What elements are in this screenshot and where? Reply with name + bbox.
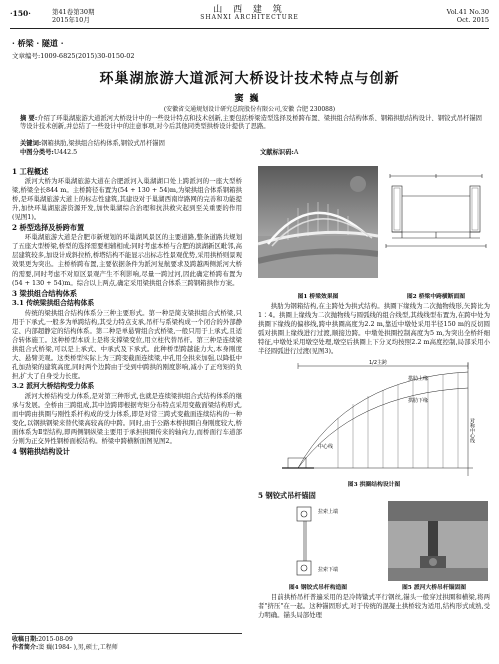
figure-row-1-2: [258, 166, 490, 302]
author-bio: 窦 巍(1984- ),男,硕士,工程师: [38, 644, 118, 651]
figure-3: [258, 358, 490, 490]
keywords-label: 关键词:: [20, 140, 42, 147]
bridge-rendering-image: [258, 166, 378, 278]
section-1-heading: 1 工程概述: [12, 167, 49, 176]
arch-design-drawing: [258, 358, 490, 478]
abstract-label: 摘 要:: [20, 115, 38, 122]
fig3-label-upper: 拱肋上缘: [408, 376, 429, 383]
right-column: [258, 166, 490, 620]
section-4-heading: 4 钢箱拱结构设计: [12, 447, 70, 457]
clc-code: U442.5: [53, 149, 78, 156]
journal-cn: 山 西 建 筑: [213, 5, 286, 15]
fig4-label-bottom: 拉索下端: [318, 567, 339, 574]
keywords-text: 钢箱拱肋,梁拱组合结构体系,钢铰式吊杆锚固: [41, 140, 165, 147]
paper-title: 环巢湖旅游大道派河大桥设计技术特点与创新: [99, 71, 400, 87]
section-3-2-heading: 3.2 派河大桥结构受力体系: [12, 382, 95, 391]
section-1-text: 派河大桥为环巢湖旅游大道在合肥派河入巢湖湖口处上跨派河的一座大型桥梁,桥梁全长844 m。主桥跨径布置为(54 + 130 + 54)m,为梁拱组合体系钢箱拱桥,是环巢湖旅游大道上的标志性建筑,其建设对于巢湖西南岸路网的完善和功能提升,加快环巢湖旅游资源开发,加快巢湖综合治理和抗洪救灾起到至关重要的作用(见图1)。: [12, 177, 242, 222]
section-3-2-text: 派河大桥结构受力体系,是对第三种形式,也就是连续梁拱组合式结构体系的继承与发展。全桥由三跨组成,其中边跨即根据弯矩分布特点采用变截面梁结构形式,而中跨由拱圈与刚性系杆构成的受力体系,即是对常三跨式变截面连续结构的一种变化,以钢拱钢梁来替代梁高较高的中跨。同时,由于公路本桥拱圈自身刚度较大,桥面体系为Ⅱ型结构,即两侧钢纵梁主要用于承担拱圈传来的轴向力,而桥面行车道部分则为正交异性钢桥面板结构。桥梁中跨横断面图见图2。: [12, 392, 242, 446]
issue-date: 2015年10月: [52, 16, 90, 24]
clc-label: 中图分类号:: [20, 149, 54, 156]
author-bio-label: 作者简介:: [12, 644, 39, 651]
figure-1-caption: 图1 桥梁效果图: [297, 293, 339, 300]
paper-author: 窦巍: [234, 94, 265, 104]
volume-issue: 第41卷第30期: [52, 8, 95, 16]
keywords: [20, 140, 482, 148]
received-label: 收稿日期:: [12, 636, 39, 643]
fig3-label-quarter: 1/2主跨: [368, 360, 388, 367]
hinge-hanger-drawing: [262, 501, 372, 581]
header-rule: [10, 28, 489, 29]
figure-5-caption: 图5 派河大桥吊杆锚固图: [401, 585, 467, 592]
abstract: [20, 115, 482, 132]
section-category: · 桥梁 · 隧道 ·: [12, 38, 64, 48]
cross-section-drawing: [382, 166, 490, 278]
hanger-anchorage-photo: [388, 501, 488, 581]
arch-rib-text: 拱肋为钢箱结构,在主跨处为拱式结构。拱圈下缘线为二次抛物线形,矢跨比为1∶4。拱圈上缘线为二次抛物线与圆弧线的组合线型,其线线型布置为,在跨中处为拱圈下缘线的偏移线,跨中拱圈高度为2.2 m,靠近中墩处采用半径150 m的反切圆弧对拱圈上缘线进行过渡,顺接边跨。中墩处拱圈控制高度为5 m,为突出全桥纤细特征,中墩处采用墩空处理,墩空后拱圈上下分叉均按照2.2 m高度控制,局部采用小半径圆弧进行过渡(见图3)。: [258, 302, 490, 356]
hanger-text: 目前拱桥吊杆普遍采用的是冷铸镦式平行钢丝,锚头一般穿过拱圈和横梁,将两者"挤压"在一起。这种锚固形式,对于传统的混凝土拱桥较为适用,结构形式成熟,受力明确。锚头局部处理: [258, 593, 490, 620]
header-right: [447, 8, 489, 24]
fig3-label-pier: 对称中心线: [469, 418, 475, 444]
article-number: 文章编号:1009-6825(2015)30-0150-02: [12, 52, 135, 60]
fig4-label-top: 拉索上端: [318, 509, 339, 516]
left-column: [12, 166, 242, 457]
page-number: ·150·: [10, 9, 31, 18]
figure-2-caption: 图2 桥梁中跨横断面图: [406, 293, 466, 300]
figure-1: [258, 166, 378, 290]
doc-code-label: 文献标识码:: [260, 149, 294, 156]
section-3-heading: 3 梁拱组合结构体系: [12, 288, 78, 298]
figure-3-caption: 图3 拱圈结构设计图: [347, 482, 401, 489]
figure-4-caption: 图4 钢铰式吊杆构造图: [288, 585, 348, 592]
section-2-heading: 2 桥型选择及桥跨布置: [12, 223, 85, 233]
abstract-text: 介绍了环巢湖旅游大道派河大桥设计中的一些设计特点和技术创新,主要包括桥梁造型选择及桥跨布置、梁拱组合结构体系、钢箱拱肋结构设计、钢铰式吊杆锚固等设计技术创新,并总结了一些设计中的注意事项,对今后其他同类型拱桥设计提供了思路。: [20, 115, 482, 131]
author-affiliation: (安徽省交通规划设计研究总院股份有限公司,安徽 合肥 230088): [163, 106, 336, 113]
page-header: [10, 6, 489, 32]
fig3-label-center: 中心线: [318, 444, 334, 451]
volume-en: Vol.41 No.30: [446, 8, 489, 16]
section-3-1-text: 传统的梁拱组合结构体系分三种主要形式。第一种是简支梁拱组合式桥梁,只用于下承式,一般多为单跨结构,其受力特点支承,吊杆与系梁构成一个闭合的外部静定、内部超静定的结构体系。第二种是单悬臂组合式桥梁,一般只用于上承式,且适合转体施工。这种桥型本质上是将支撑梁变位,用立柱代替吊杆。第三种是连续梁拱组合式桥梁,可以是上承式、中承式及下承式。此种桥型跨越能力大,本身刚度大、悬臂美观。这类桥型实际上为三跨变截面连续梁,中孔用全拱来加强,以降低中孔加劲梁的建筑高度,同时两个边跨由于受到中跨拱的刚度影响,减小了正弯矩的负担,扩大了自身受力长度。: [12, 308, 242, 381]
fig3-label-lower: 拱肋下缘: [408, 398, 429, 405]
journal-name: [10, 6, 489, 22]
received-date: 2015-08-09: [38, 636, 73, 643]
figure-row-4-5: [258, 501, 490, 593]
doc-code: A: [293, 149, 299, 156]
section-2-text: 环巢湖旅游大道是合肥市新规划的环巢湖风景区的主要道路,整条道路共规划了五座大型桥梁,桥型的选择需要相辅相成;同时考虑本桥与合肥的滨湖新区毗邻,高层建筑较多,加设计成斜拉桥,桥塔结构不能显示出标志性景观优势,采用拱桥则景观效果更为突出。主桥桥跨布置,主要依据条件为派河复航要求及跨越两侧派河大桥的需要,同时考虑不对原区景观产生不利影响,尽量一跨过河,因此确定桥跨布置为(54 + 130 + 54)m。综合以上两点,确定采用梁拱组合体系三跨钢箱拱作方案。: [12, 233, 242, 287]
section-5-heading: 5 钢铰式吊杆锚固: [258, 491, 316, 501]
date-en: Oct. 2015: [456, 16, 489, 24]
classification: [20, 149, 482, 157]
figure-2: [382, 166, 490, 290]
journal-en: SHANXI ARCHITECTURE: [200, 14, 299, 21]
footnote: [12, 633, 242, 652]
section-3-1-heading: 3.1 传统梁拱组合结构体系: [12, 298, 95, 307]
